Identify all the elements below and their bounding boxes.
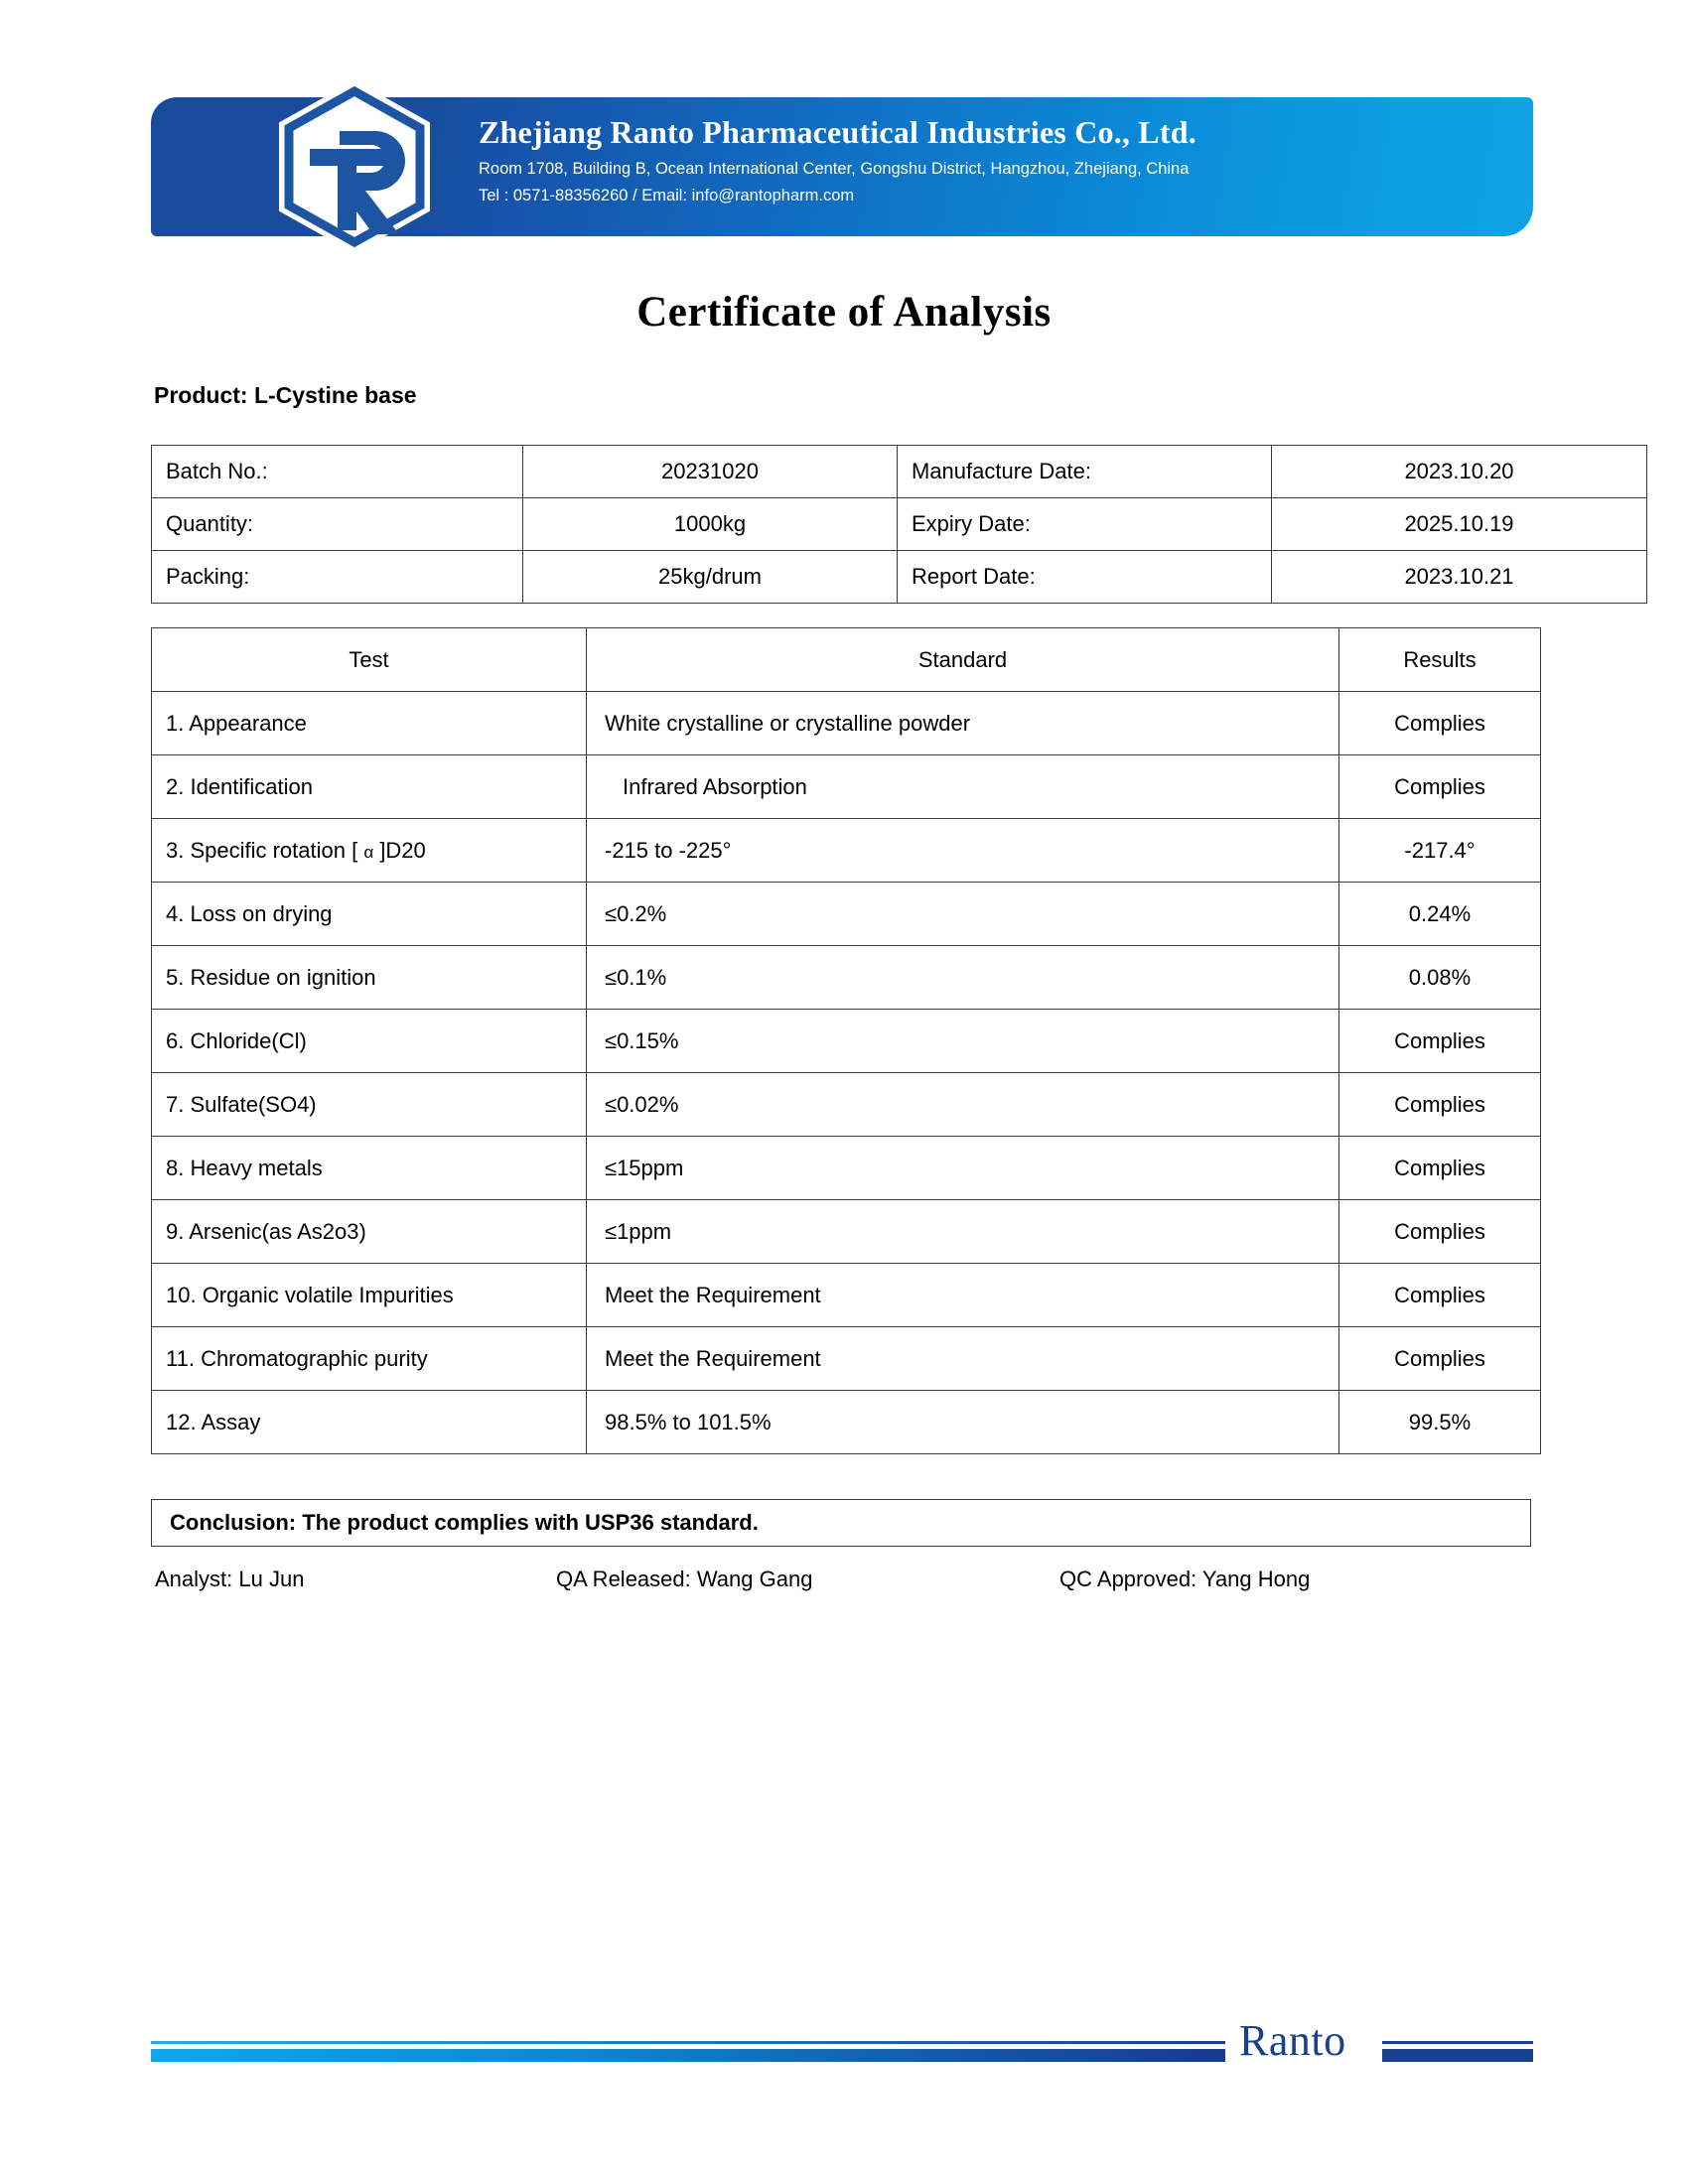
info-value: 20231020 <box>523 446 898 498</box>
result-cell: 0.08% <box>1339 946 1541 1010</box>
table-row <box>152 446 1647 498</box>
footer-rule-thin-left <box>151 2041 1225 2044</box>
table-row <box>152 1327 1541 1391</box>
info-value: 2023.10.21 <box>1272 551 1647 604</box>
test-name-cell: 1. Appearance <box>152 692 587 755</box>
table-row <box>152 551 1647 604</box>
standard-cell: Infrared Absorption <box>587 755 1339 819</box>
info-label: Packing: <box>152 551 523 604</box>
footer <box>0 2016 1688 2093</box>
test-table-header <box>152 628 1541 692</box>
standard-cell: -215 to -225° <box>587 819 1339 883</box>
info-label: Report Date: <box>898 551 1272 604</box>
test-name-suffix: ]D20 <box>373 837 426 863</box>
result-cell: Complies <box>1339 1137 1541 1200</box>
result-cell: Complies <box>1339 1200 1541 1264</box>
test-table-body <box>152 692 1541 1454</box>
result-cell: Complies <box>1339 755 1541 819</box>
standard-cell: ≤15ppm <box>587 1137 1339 1200</box>
table-row <box>152 1200 1541 1264</box>
test-name-cell: 12. Assay <box>152 1391 587 1454</box>
result-cell: -217.4° <box>1339 819 1541 883</box>
conclusion-text: Conclusion: The product complies with USP36 standard. <box>170 1510 759 1535</box>
test-name-cell: 9. Arsenic(as As2o3) <box>152 1200 587 1264</box>
signature-analyst: Analyst: Lu Jun <box>155 1567 305 1591</box>
test-name-cell: 8. Heavy metals <box>152 1137 587 1200</box>
table-row <box>152 1264 1541 1327</box>
table-row <box>152 1010 1541 1073</box>
batch-info-table <box>151 445 1647 604</box>
column-header-results: Results <box>1339 628 1541 692</box>
table-header-row <box>152 628 1541 692</box>
signature-row <box>151 1567 1531 1606</box>
result-cell: Complies <box>1339 1073 1541 1137</box>
info-value: 2023.10.20 <box>1272 446 1647 498</box>
company-contact: Tel : 0571-88356260 / Email: info@rantopharm.com <box>479 186 855 205</box>
company-name: Zhejiang Ranto Pharmaceutical Industries Co., Ltd. <box>479 114 1196 150</box>
info-value: 25kg/drum <box>523 551 898 604</box>
standard-cell: 98.5% to 101.5% <box>587 1391 1339 1454</box>
conclusion-box <box>151 1499 1531 1547</box>
table-row <box>152 1073 1541 1137</box>
product-name: Product: L-Cystine base <box>154 382 417 408</box>
test-name-cell: 7. Sulfate(SO4) <box>152 1073 587 1137</box>
result-cell: Complies <box>1339 1010 1541 1073</box>
footer-rule-thick-right <box>1382 2049 1533 2062</box>
header-banner <box>151 97 1533 236</box>
table-row <box>152 946 1541 1010</box>
info-value: 1000kg <box>523 498 898 551</box>
test-name-cell: 2. Identification <box>152 755 587 819</box>
table-row <box>152 819 1541 883</box>
signature-qc-approved: QC Approved: Yang Hong <box>1059 1567 1311 1591</box>
signature-qa-released: QA Released: Wang Gang <box>556 1567 813 1591</box>
test-name-cell <box>152 819 587 883</box>
table-row <box>152 692 1541 755</box>
page-title: Certificate of Analysis <box>636 289 1052 336</box>
column-header-test: Test <box>152 628 587 692</box>
standard-cell: ≤0.15% <box>587 1010 1339 1073</box>
test-name-cell: 11. Chromatographic purity <box>152 1327 587 1391</box>
result-cell: Complies <box>1339 1327 1541 1391</box>
company-address: Room 1708, Building B, Ocean International Center, Gongshu District, Hangzhou, Zhejiang, China <box>479 159 1190 178</box>
info-value: 2025.10.19 <box>1272 498 1647 551</box>
test-name-cell: 6. Chloride(Cl) <box>152 1010 587 1073</box>
info-label: Manufacture Date: <box>898 446 1272 498</box>
test-name-prefix: 3. Specific rotation [ <box>166 837 364 863</box>
standard-cell: Meet the Requirement <box>587 1264 1339 1327</box>
table-row <box>152 1391 1541 1454</box>
batch-info-body <box>152 446 1647 604</box>
alpha-symbol: α <box>363 842 374 862</box>
standard-cell: ≤0.02% <box>587 1073 1339 1137</box>
footer-rule-thick-left <box>151 2049 1225 2062</box>
result-cell: 0.24% <box>1339 883 1541 946</box>
table-row <box>152 498 1647 551</box>
footer-brand-wordmark: Ranto <box>1239 2016 1346 2065</box>
info-label: Expiry Date: <box>898 498 1272 551</box>
column-header-standard: Standard <box>587 628 1339 692</box>
table-row <box>152 883 1541 946</box>
info-label: Batch No.: <box>152 446 523 498</box>
standard-cell: ≤0.1% <box>587 946 1339 1010</box>
standard-cell: ≤1ppm <box>587 1200 1339 1264</box>
ranto-hexagon-tr-monogram-logo-icon <box>270 75 439 258</box>
info-label: Quantity: <box>152 498 523 551</box>
test-results-table <box>151 627 1541 1454</box>
standard-cell: Meet the Requirement <box>587 1327 1339 1391</box>
test-name-cell: 4. Loss on drying <box>152 883 587 946</box>
test-name-cell: 10. Organic volatile Impurities <box>152 1264 587 1327</box>
test-name-cell: 5. Residue on ignition <box>152 946 587 1010</box>
result-cell: 99.5% <box>1339 1391 1541 1454</box>
standard-cell: White crystalline or crystalline powder <box>587 692 1339 755</box>
table-row <box>152 755 1541 819</box>
standard-cell: ≤0.2% <box>587 883 1339 946</box>
header-text-block <box>479 115 1513 205</box>
result-cell: Complies <box>1339 1264 1541 1327</box>
result-cell: Complies <box>1339 692 1541 755</box>
table-row <box>152 1137 1541 1200</box>
footer-rule-thin-right <box>1382 2041 1533 2044</box>
